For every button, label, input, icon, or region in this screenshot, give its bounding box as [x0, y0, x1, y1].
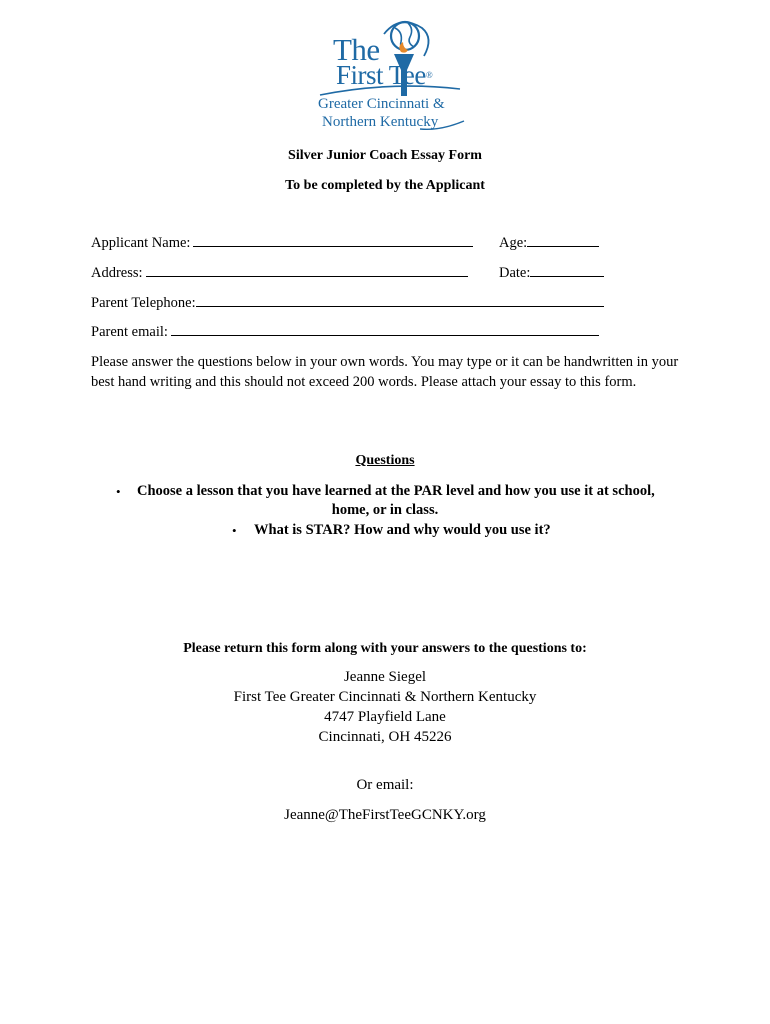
address-label: Address: [91, 265, 143, 281]
contact-street: 4747 Playfield Lane [324, 709, 446, 725]
applicant-name-label: Applicant Name: [91, 235, 191, 251]
parent-telephone-line[interactable] [196, 294, 604, 307]
question-2: What is STAR? How and why would you use it? [254, 522, 551, 538]
question-1-line2: home, or in class. [331, 502, 439, 518]
contact-name: Jeanne Siegel [343, 669, 427, 685]
bullet-icon: • [116, 484, 121, 499]
logo-region-line2: Northern Kentucky [322, 114, 439, 130]
date-label: Date: [499, 265, 531, 281]
parent-email-label: Parent email: [91, 324, 168, 340]
parent-telephone-field[interactable] [91, 294, 604, 312]
address-field[interactable] [91, 264, 468, 282]
registered-mark: ® [425, 70, 433, 80]
contact-city: Cincinnati, OH 45226 [318, 729, 452, 745]
form-title: Silver Junior Coach Essay Form [288, 148, 482, 163]
date-field[interactable] [499, 264, 604, 282]
instructions-paragraph: Please answer the questions below in your own words. You may type or it can be handwritten in your best hand writing and this should not exceed 200 words. Please attach your essay to this form. [91, 354, 679, 390]
age-field[interactable] [499, 234, 599, 252]
contact-email-link[interactable]: Jeanne@TheFirstTeeGCNKY.org [284, 807, 486, 823]
logo-region-line1: Greater Cincinnati & [318, 96, 445, 112]
age-label: Age: [499, 235, 528, 251]
age-line[interactable] [527, 234, 599, 247]
parent-telephone-label: Parent Telephone: [91, 295, 196, 311]
first-tee-logo [300, 12, 470, 137]
questions-title: Questions [355, 453, 415, 468]
contact-organization: First Tee Greater Cincinnati & Northern Kentucky [233, 689, 537, 705]
logo-first-tee: First Tee® [336, 60, 433, 90]
applicant-name-field[interactable] [91, 234, 473, 252]
question-1-line1: Choose a lesson that you have learned at the PAR level and how you use it at school, [137, 483, 655, 499]
bullet-icon: • [232, 523, 237, 538]
date-line[interactable] [530, 264, 604, 277]
or-email-label: Or email: [356, 777, 414, 793]
parent-email-line[interactable] [171, 323, 599, 336]
logo-the: The [333, 32, 380, 67]
address-line[interactable] [146, 264, 468, 277]
form-subtitle: To be completed by the Applicant [285, 178, 485, 193]
parent-email-field[interactable] [91, 323, 599, 341]
return-heading: Please return this form along with your answers to the questions to: [183, 641, 587, 656]
applicant-name-line[interactable] [193, 234, 473, 247]
